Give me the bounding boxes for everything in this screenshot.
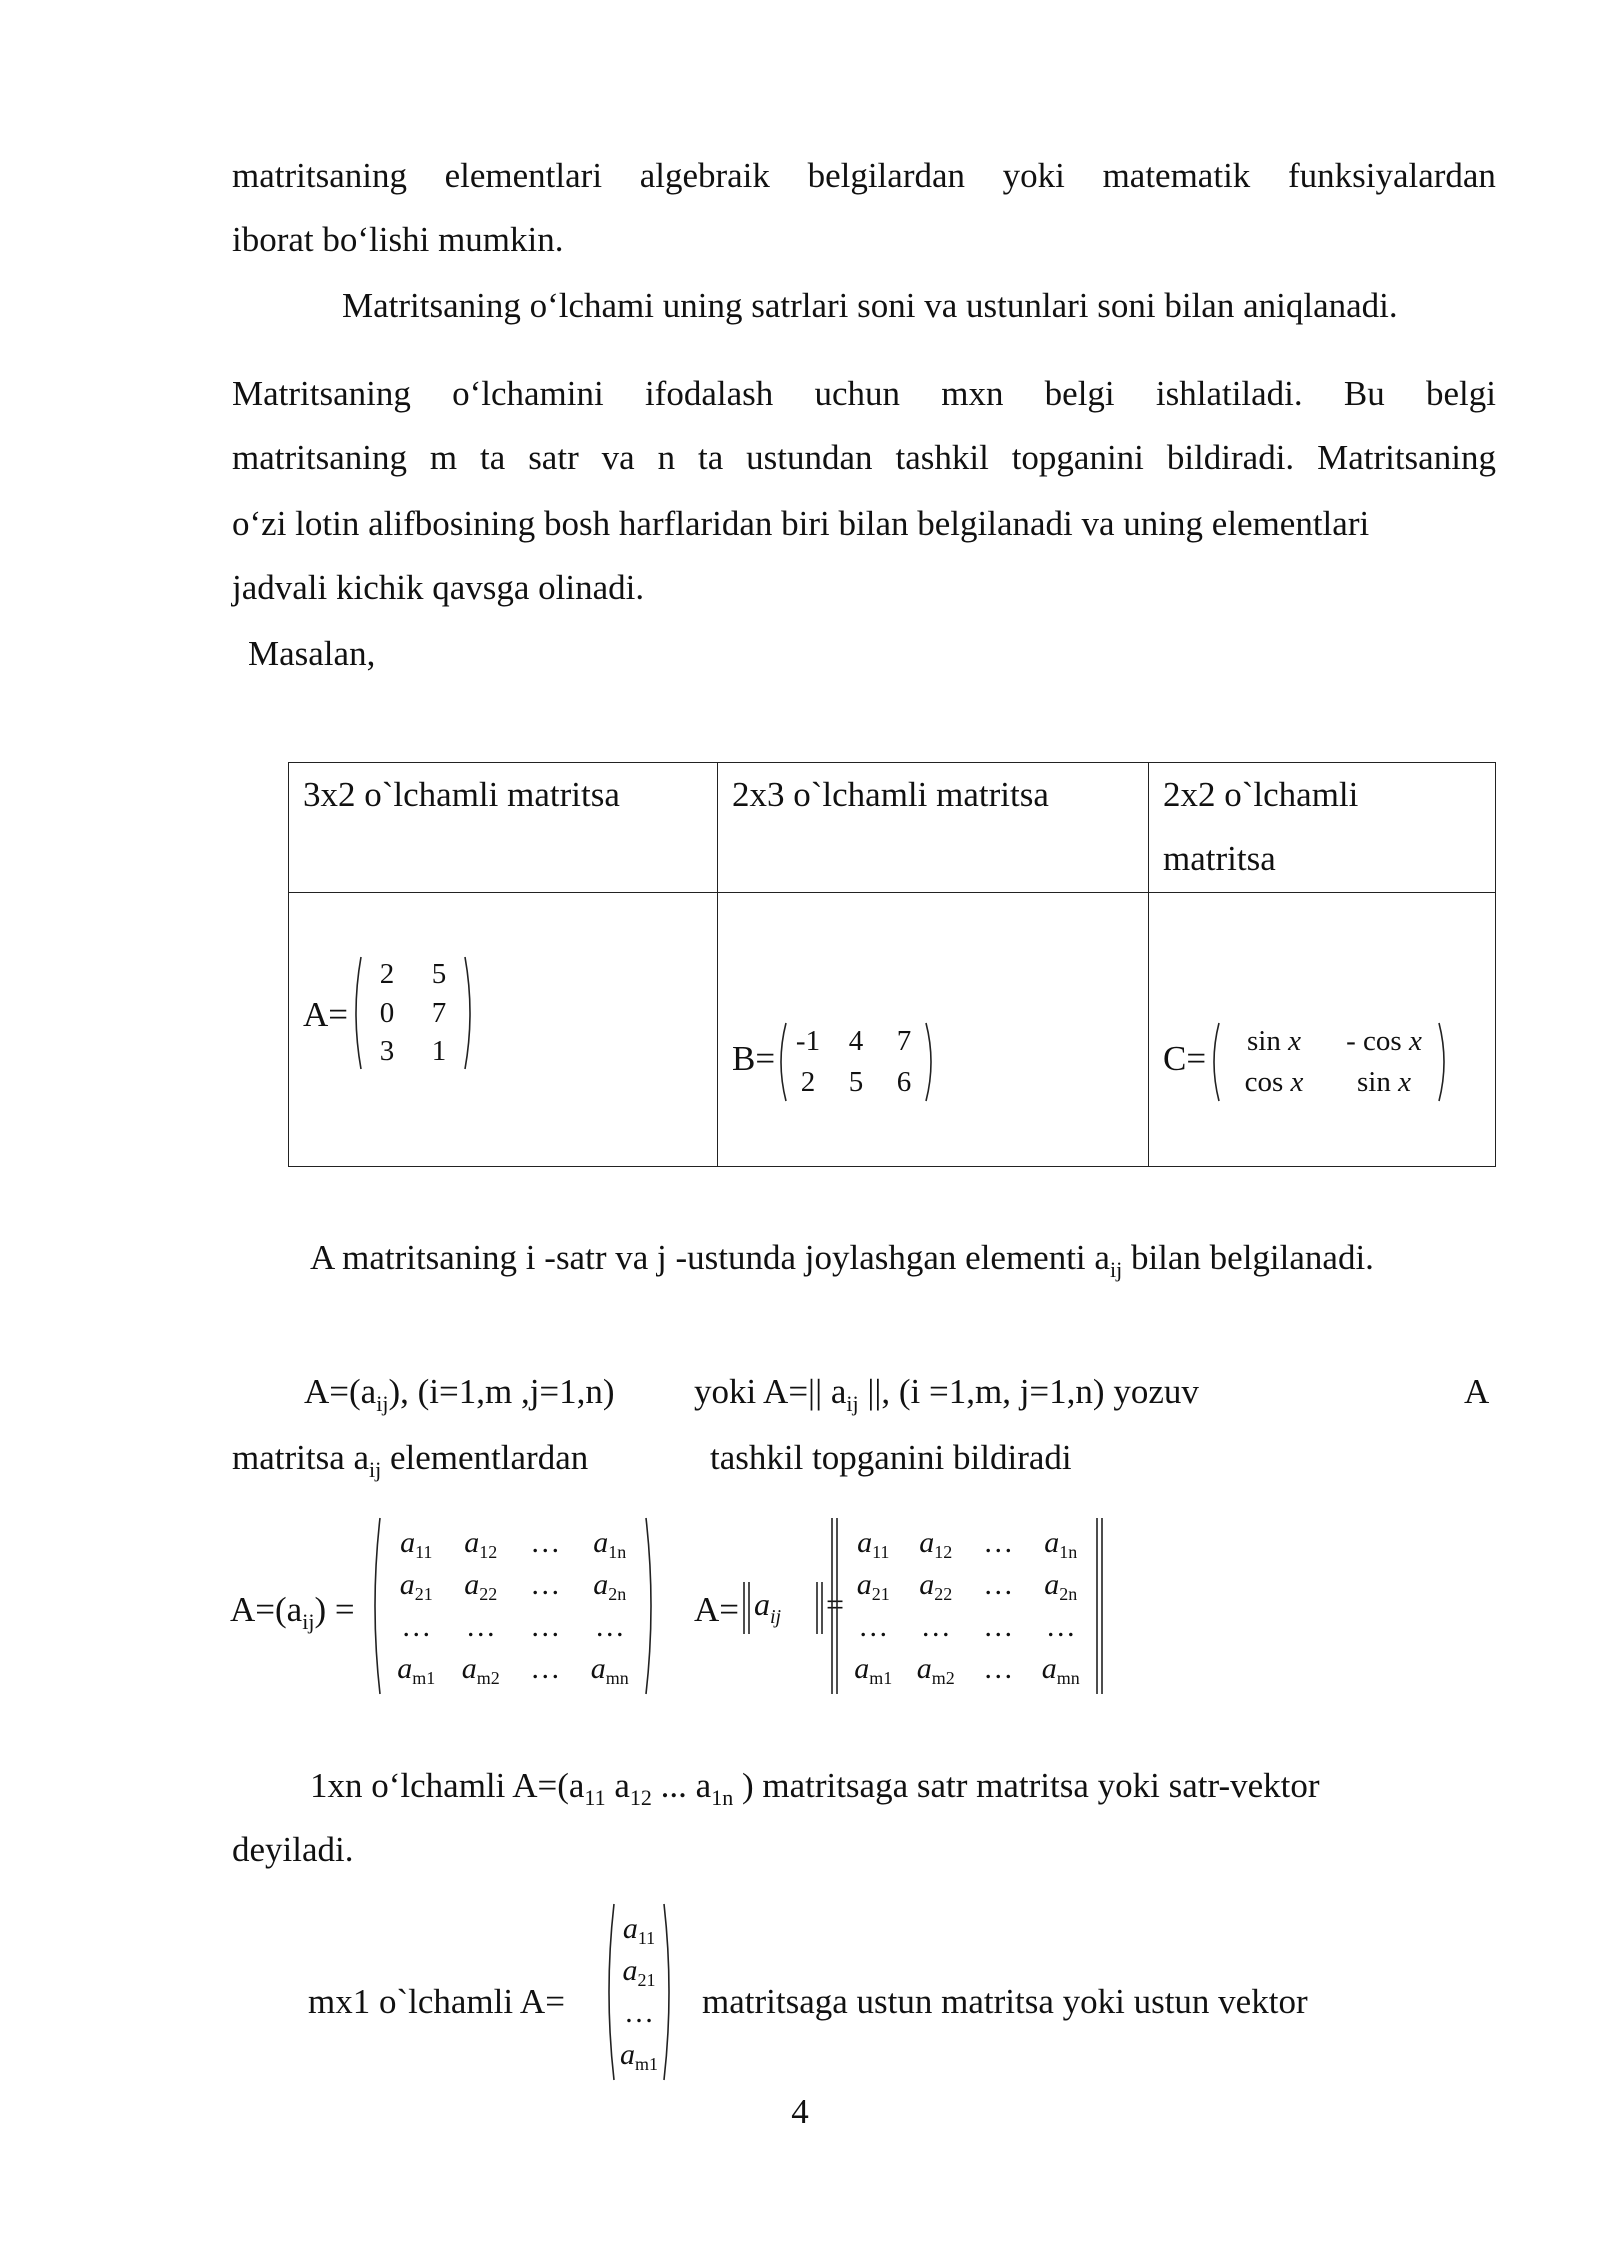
matrix-entry-base: a bbox=[916, 1652, 932, 1685]
para2: Matritsaning o‘lchami uning satrlari soni va ustunlari soni bilan aniqlanadi. bbox=[342, 286, 1398, 325]
para3-l1-word: o‘lchamini bbox=[452, 374, 604, 413]
para1-line2: iborat bo‘lishi mumkin. bbox=[232, 220, 564, 259]
matrix-cell: 5 bbox=[848, 1066, 864, 1098]
matrix-cell bbox=[1030, 1564, 1093, 1606]
matrix-cell bbox=[449, 1564, 514, 1606]
matrix-entry-base: a bbox=[919, 1568, 935, 1601]
matrix-cell bbox=[967, 1522, 1030, 1564]
matrix-entry-subscript: m1 bbox=[412, 1668, 436, 1688]
matrix-cell: 5 bbox=[431, 958, 447, 990]
matrix-a bbox=[353, 955, 473, 1071]
column-vector-matrix bbox=[606, 1902, 672, 2082]
para3-l2-word: satr bbox=[528, 438, 579, 477]
cell-matrix-c bbox=[1149, 893, 1496, 1167]
matrix-entry-base: a bbox=[593, 1568, 609, 1601]
paren-bracket-stroke bbox=[375, 1518, 380, 1694]
matrix-entry-base: a bbox=[399, 1568, 415, 1601]
matrix-entry-subscript: m1 bbox=[869, 1668, 893, 1688]
matrix-cell: -1 bbox=[795, 1025, 821, 1057]
para3-l1-word: belgi bbox=[1425, 374, 1496, 413]
matrix-entry-base: a bbox=[464, 1526, 480, 1559]
matrix-c-label: C= bbox=[1163, 1039, 1207, 1078]
notation-line1-right: yoki A=|| $a_{ij}$ ||, (i =1,m, j=1,n) yozuv bbox=[694, 1372, 1199, 1416]
norm-aij bbox=[742, 1578, 845, 1638]
matrix-cell bbox=[513, 1564, 578, 1606]
matrix-cell: 1 bbox=[431, 1035, 447, 1068]
matrix-entry-base: a bbox=[919, 1526, 935, 1559]
matrix-cell: cos x bbox=[1244, 1066, 1304, 1098]
matrix-cell: sin x bbox=[1357, 1066, 1411, 1098]
matrix-entry-base: a bbox=[854, 1652, 870, 1685]
matrix-entry-base: … bbox=[983, 1610, 1014, 1643]
var-x: x bbox=[1288, 1025, 1301, 1057]
cell-matrix-a bbox=[289, 893, 718, 1167]
matrix-cell bbox=[967, 1564, 1030, 1606]
matrix-cell bbox=[905, 1648, 968, 1690]
matrix-cell: 2 bbox=[379, 958, 395, 990]
matrix-cell: 6 bbox=[896, 1066, 912, 1098]
matrix-cell: 7 bbox=[896, 1025, 912, 1057]
matrix-cell bbox=[905, 1522, 968, 1564]
column-vector-label: mx1 o`lchamli A= bbox=[308, 1982, 565, 2021]
matrix-cell bbox=[449, 1648, 514, 1690]
matrix-cell bbox=[384, 1522, 449, 1564]
matrix-cell bbox=[384, 1648, 449, 1690]
matrix-cell bbox=[449, 1522, 514, 1564]
matrix-entry-subscript: m2 bbox=[476, 1668, 500, 1688]
matrix-entry-base: … bbox=[594, 1610, 625, 1643]
para1-word: funksiyalardan bbox=[1287, 156, 1496, 195]
matrix-cell bbox=[1030, 1522, 1093, 1564]
matrix-cell bbox=[1030, 1648, 1093, 1690]
matrix-entry-base: … bbox=[401, 1610, 432, 1643]
notation-line2-right: tashkil topganini bildiradi bbox=[710, 1438, 1072, 1477]
equals-sign: = bbox=[826, 1586, 845, 1622]
para3-l2-word: topganini bbox=[1011, 438, 1144, 477]
matrix-entry-base: … bbox=[983, 1568, 1014, 1601]
para3-l1-word: uchun bbox=[814, 374, 900, 413]
para1-word: belgilardan bbox=[807, 156, 966, 195]
notation-line1: $A=(a_{ij})$, (i=1,m ,j=1,n) bbox=[304, 1372, 615, 1416]
cell-matrix-b bbox=[718, 893, 1149, 1167]
para3-l1-word: Bu bbox=[1343, 374, 1385, 413]
matrix-entry-base: … bbox=[983, 1526, 1014, 1559]
matrix-cell bbox=[1030, 1606, 1093, 1648]
para3-l2-word: tashkil bbox=[895, 438, 989, 477]
para3-l2-word: n bbox=[657, 438, 676, 477]
para3-line3: o‘zi lotin alifbosining bosh harflaridan biri bilan belgilanadi va uning elementlari bbox=[232, 504, 1370, 543]
matrix-entry-base: a bbox=[1044, 1526, 1060, 1559]
general-left-label: $A=(a_{ij})$ = bbox=[230, 1590, 355, 1634]
matrix-entry-subscript: 22 bbox=[479, 1584, 498, 1604]
para3-line1 bbox=[232, 370, 1496, 418]
matrix-entry-base: a bbox=[1041, 1652, 1057, 1685]
header-2x2: 2x2 o`lchamli matritsa bbox=[1149, 763, 1496, 893]
para3-l2-word: matritsaning bbox=[232, 438, 407, 477]
matrix-entry-base: a bbox=[400, 1526, 416, 1559]
para3-l2-word: va bbox=[601, 438, 635, 477]
para3-l1-word: ifodalash bbox=[644, 374, 774, 413]
para3-l2-word: ta bbox=[480, 438, 506, 477]
matrix-entry-base: … bbox=[920, 1610, 951, 1643]
matrix-entry-base: … bbox=[530, 1610, 561, 1643]
matrix-entry-base: a bbox=[619, 2038, 635, 2071]
matrix-entry-base: a bbox=[622, 1912, 638, 1945]
matrix-entry-subscript: 21 bbox=[414, 1584, 433, 1604]
para1-word: matritsaning bbox=[232, 156, 407, 195]
row-vector-line1: 1xn o‘lchamli $A=(a_{11}$ $a_{12}$ ... $a_{1n}$ ) matritsaga satr matritsa yoki satr-vektor bbox=[310, 1766, 1320, 1810]
matrix-cell bbox=[578, 1648, 643, 1690]
matrix-entry-base: … bbox=[530, 1526, 561, 1559]
matrix-entry-subscript: 21 bbox=[637, 1970, 656, 1990]
para3-l1-word: belgi bbox=[1044, 374, 1115, 413]
header-3x2: 3x2 o`lchamli matritsa bbox=[289, 763, 718, 893]
matrix-entry-subscript: 11 bbox=[872, 1542, 890, 1562]
norm-entry-base: a bbox=[754, 1586, 770, 1622]
matrix-cell bbox=[612, 2034, 666, 2076]
paren-bracket-stroke bbox=[646, 1518, 651, 1694]
matrix-cell: - cos x bbox=[1346, 1025, 1422, 1057]
matrix-entry-base: a bbox=[461, 1652, 477, 1685]
matrix-cell bbox=[612, 1950, 666, 1992]
para3-line4: jadvali kichik qavsga olinadi. bbox=[232, 568, 645, 607]
general-matrix-paren bbox=[372, 1516, 654, 1696]
matrix-cell: 7 bbox=[431, 996, 447, 1029]
matrix-cell: 4 bbox=[848, 1025, 864, 1057]
matrix-entry-base: a bbox=[622, 1954, 638, 1987]
matrix-entry-base: … bbox=[624, 1996, 654, 2029]
element-definition: A matritsaning i -satr va j -ustunda joylashgan elementi $a_{ij}$ bilan belgilanadi. bbox=[310, 1238, 1374, 1282]
matrix-cell bbox=[578, 1522, 643, 1564]
matrix-cell bbox=[967, 1648, 1030, 1690]
para3-l2-word: Matritsaning bbox=[1317, 438, 1496, 477]
para3-l2-word: bildiradi. bbox=[1166, 438, 1295, 477]
matrix-entry-base: … bbox=[1045, 1610, 1076, 1643]
matrix-entry-subscript: m1 bbox=[634, 2054, 658, 2074]
para3-l2-word: ustundan bbox=[746, 438, 873, 477]
var-x: x bbox=[1398, 1066, 1411, 1098]
matrix-cell bbox=[513, 1648, 578, 1690]
para3-l1-word: mxn bbox=[941, 374, 1004, 413]
matrix-entry-base: … bbox=[858, 1610, 889, 1643]
matrix-entry-base: … bbox=[530, 1652, 561, 1685]
var-x: x bbox=[1290, 1066, 1304, 1098]
matrix-cell bbox=[612, 1908, 666, 1950]
masalan: Masalan, bbox=[248, 634, 376, 673]
paren-bracket-stroke bbox=[1439, 1023, 1444, 1101]
matrix-entry-subscript: m2 bbox=[931, 1668, 955, 1688]
matrix-entry-subscript: 1n bbox=[608, 1542, 627, 1562]
matrix-a-label: A= bbox=[303, 995, 349, 1034]
para1-word: yoki bbox=[1002, 156, 1065, 195]
matrix-entry-base: … bbox=[465, 1610, 496, 1643]
matrix-entry-subscript: 21 bbox=[871, 1584, 890, 1604]
matrix-cell bbox=[513, 1522, 578, 1564]
matrix-cell bbox=[905, 1606, 968, 1648]
matrix-cell bbox=[384, 1606, 449, 1648]
norm-entry bbox=[754, 1586, 782, 1628]
matrix-entry-base: a bbox=[397, 1652, 413, 1685]
matrix-cell bbox=[967, 1606, 1030, 1648]
matrix-cell: 3 bbox=[379, 1035, 395, 1068]
paren-bracket-stroke bbox=[465, 957, 470, 1069]
matrix-entry-subscript: 12 bbox=[479, 1542, 498, 1562]
var-x: x bbox=[1408, 1025, 1422, 1057]
matrix-entry-subscript: mn bbox=[1056, 1668, 1080, 1688]
header-2x3: 2x3 o`lchamli matritsa bbox=[718, 763, 1149, 893]
matrix-entry-subscript: mn bbox=[605, 1668, 629, 1688]
matrix-entry-subscript: 12 bbox=[934, 1542, 953, 1562]
matrix-cell bbox=[612, 1992, 666, 2034]
matrix-entry-base: a bbox=[464, 1568, 480, 1601]
matrix-cell bbox=[384, 1564, 449, 1606]
para3-line2 bbox=[232, 434, 1496, 482]
matrix-cell bbox=[842, 1564, 905, 1606]
norm-entry-subscript: ij bbox=[770, 1606, 782, 1628]
matrix-cell bbox=[513, 1606, 578, 1648]
general-right-label: A= bbox=[694, 1590, 740, 1629]
matrix-c bbox=[1211, 1021, 1447, 1103]
para1-line1 bbox=[232, 152, 1496, 200]
para3-l1-word: ishlatiladi. bbox=[1155, 374, 1303, 413]
general-matrix-norm bbox=[830, 1516, 1104, 1696]
matrix-entry-base: … bbox=[983, 1652, 1014, 1685]
matrix-b bbox=[778, 1021, 934, 1103]
matrix-cell bbox=[449, 1606, 514, 1648]
matrix-entry-subscript: 2n bbox=[1059, 1584, 1078, 1604]
matrix-entry-subscript: 11 bbox=[637, 1928, 656, 1948]
examples-table bbox=[288, 762, 1496, 1167]
matrix-entry-subscript: 1n bbox=[1059, 1542, 1078, 1562]
matrix-entry-base: … bbox=[530, 1568, 561, 1601]
row-vector-line2: deyiladi. bbox=[232, 1830, 354, 1869]
matrix-entry-base: a bbox=[1044, 1568, 1060, 1601]
matrix-cell: sin x bbox=[1247, 1025, 1301, 1057]
notation-line2: matritsa $a_{ij}$ elementlardan bbox=[232, 1438, 589, 1482]
para3-l2-word: ta bbox=[698, 438, 724, 477]
para1-word: algebraik bbox=[639, 156, 770, 195]
matrix-cell bbox=[842, 1522, 905, 1564]
matrix-entry-base: a bbox=[857, 1526, 873, 1559]
page-number: 4 bbox=[791, 2092, 809, 2131]
matrix-b-label: B= bbox=[732, 1039, 776, 1078]
matrix-cell: 2 bbox=[800, 1066, 816, 1098]
matrix-entry-subscript: 22 bbox=[934, 1584, 953, 1604]
column-vector-text: matritsaga ustun matritsa yoki ustun vektor bbox=[702, 1982, 1308, 2021]
notation-line1-end: A bbox=[1464, 1372, 1490, 1411]
para1-word: matematik bbox=[1102, 156, 1251, 195]
para3-l2-word: m bbox=[429, 438, 458, 477]
matrix-entry-base: a bbox=[593, 1526, 609, 1559]
para3-l1-word: Matritsaning bbox=[232, 374, 411, 413]
matrix-entry-subscript: 11 bbox=[415, 1542, 433, 1562]
matrix-cell bbox=[842, 1648, 905, 1690]
para1-word: elementlari bbox=[444, 156, 603, 195]
matrix-cell bbox=[578, 1606, 643, 1648]
matrix-entry-subscript: 2n bbox=[608, 1584, 627, 1604]
matrix-entry-base: a bbox=[590, 1652, 606, 1685]
matrix-cell bbox=[578, 1564, 643, 1606]
matrix-cell bbox=[842, 1606, 905, 1648]
matrix-entry-base: a bbox=[856, 1568, 872, 1601]
matrix-cell bbox=[905, 1564, 968, 1606]
matrix-cell: 0 bbox=[379, 996, 395, 1029]
